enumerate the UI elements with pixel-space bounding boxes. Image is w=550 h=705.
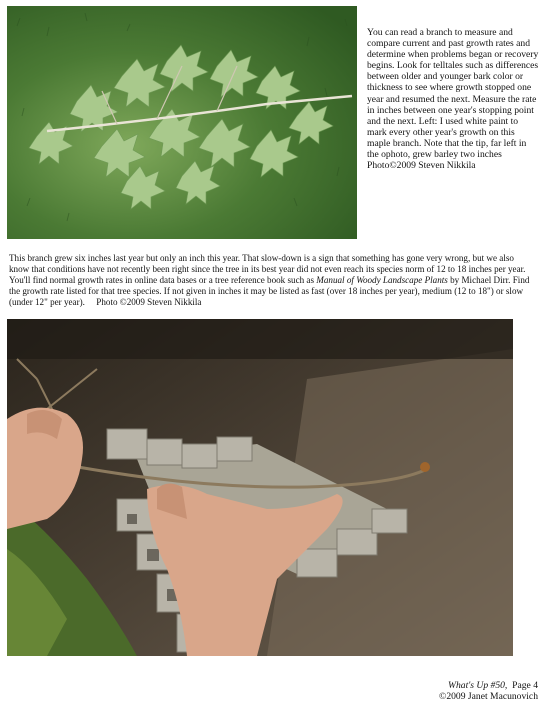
footer-copyright: ©2009 Janet Macunovich [439,691,538,702]
publication-title: What's Up #50, [447,680,508,691]
caption-wide-text-2: by Michael Dirr. Find the growth rate listed for that tree species. If not given in inches it may be listed as fast (over 18 inches per year), medium (12 to 18") or slow (under 12" per year). [9,274,530,307]
page-footer [439,680,538,702]
caption-wide-credit: Photo ©2009 Steven Nikkila [96,296,202,307]
page-number: Page 4 [512,680,538,691]
maple-branch-illustration [7,6,357,239]
book-title: Manual of Woody Landscape Plants [316,274,448,285]
caption-wide-text-1: This branch grew six inches last year but only an inch this year. That slow-down is a sign that something has gone very wrong, but we also know that conditions have not recently been right since the tree in its best year did not even reach its species norm of 12 to 18 inches per year. You'll find normal growth rates in online data bases or a tree reference book such as [9,253,526,285]
branch-reading-caption [367,27,539,171]
branch-in-hands-photo [7,319,513,656]
caption-right-text: You can read a branch to measure and compare current and past growth rates and determine when problems began or recovery begins. Look for telltales such as differences between older and younger bark color or thickness to see where growth stopped one year and resumed the next. Measure the rate in inches between one year's stopping point and the next. Left: I used white paint to mark every other year's growth on this maple branch. Note that the tip, far left in the ophoto, grew barley two inches [367,27,539,161]
maple-branch-photo [7,6,357,239]
footer-issue-line [439,680,538,691]
branch-in-hands-illustration [7,319,513,656]
caption-right-credit: Photo©2009 Steven Nikkila [367,160,476,172]
growth-rate-caption [9,253,535,308]
